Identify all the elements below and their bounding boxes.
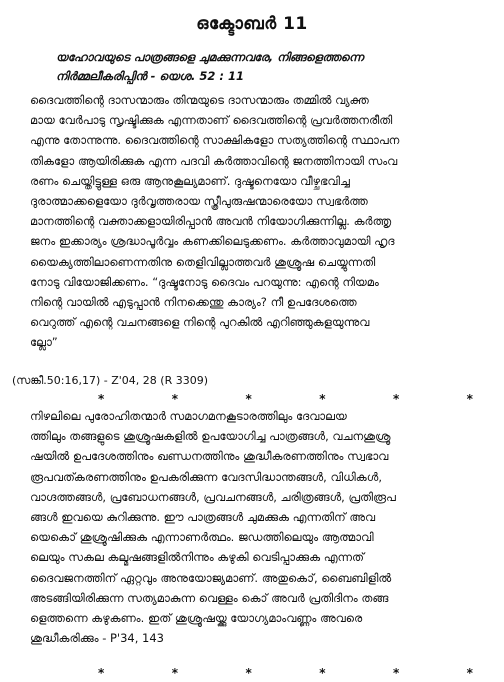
text-line: നിന്റെ വായിൽ എടുപ്പാൻ നിനക്കെന്തു കാര്യം? നീ ഉപദേശത്തെ bbox=[30, 295, 357, 310]
separator-star: * bbox=[319, 392, 326, 406]
text-line: ലെയും സകല കല്മഷങ്ങളിൽനിന്നും കഴുകി വെടിപ്പാക്കുക എന്നത് bbox=[30, 550, 365, 565]
text-line: ദൈവജനത്തിന് ഏറ്റവും അനുയോജ്യമാണ്. അതുകൊ്, ബൈബിളിൽ bbox=[30, 570, 392, 585]
separator-star: * bbox=[392, 666, 400, 680]
separator-star: * bbox=[392, 392, 400, 406]
separator-star: * bbox=[245, 392, 252, 406]
text-line: രൂപവത്കരണത്തിനും ഉപകരിക്കുന്ന വേദസിദ്ധാന്തങ്ങൾ, വിധികൾ, bbox=[30, 469, 382, 484]
text-line: മായ വേർപാടു സൃഷ്ടിക്കുക എന്നതാണ് ദൈവത്തിന്റെ പ്രവർത്തനരീതി bbox=[30, 113, 393, 128]
text-line: മാനത്തിന്റെ വക്താക്കളായിരിപ്പാൻ അവൻ നിയോഗിക്കുന്നില്ല. കർത്തൃ bbox=[30, 214, 392, 229]
text-line: ജനം ഇക്കാര്യം ശ്രദ്ധാപൂർവ്വം കണക്കിലെടുക്കണം. കർത്താവുമായി ഹൃദ bbox=[30, 234, 395, 249]
separator-star: * bbox=[319, 666, 326, 680]
text-line: യൈക്യത്തിലാണെന്നതിനു തെളിവില്ലാത്തവർ ശുശ്രൂഷ ചെയ്യുന്നതി bbox=[30, 254, 376, 269]
separator-star: * bbox=[98, 666, 105, 680]
scripture-verse bbox=[56, 48, 476, 86]
text-line: ല്ലോ” bbox=[30, 335, 58, 350]
paragraph-2 bbox=[30, 406, 482, 648]
separator-star: * bbox=[466, 666, 473, 680]
text-line: രണം ചെയ്തിട്ടുള്ള ഒരു ആനുകൂല്യമാണ്. ദുഷ്ടനെയോ വീഴ്ചഭവിച്ച bbox=[30, 173, 350, 188]
paragraph-1 bbox=[30, 90, 482, 353]
separator-star: * bbox=[466, 392, 473, 406]
text-line: അടങ്ങിയിരിക്കുന്ന സത്യമാകുന്ന വെള്ളം കൊ് അവർ പ്രതിദിനം തങ്ങ bbox=[30, 590, 389, 605]
star-separator bbox=[98, 392, 473, 406]
text-line: ങ്ങൾ ഇവയെ കുറിക്കുന്നു. ഈ പാത്രങ്ങൾ ചുമക്കുക എന്നതിന് അവ bbox=[30, 510, 376, 525]
text-line: നോടു വിയോജിക്കണം. “ദുഷ്ടനോടു ദൈവം പറയുന്നു: എന്റെ നിയമം bbox=[30, 274, 379, 289]
page-title: ഒക്ടോബർ 11 bbox=[196, 14, 308, 34]
text-line: ശുദ്ധീകരിക്കും - P'34, 143 bbox=[30, 631, 164, 646]
text-line: ദൈവത്തിന്റെ ദാസന്മാരും തിന്മയുടെ ദാസന്മാരും തമ്മിൽ വ്യക്ത bbox=[30, 93, 369, 107]
text-line: ഷയിൽ ഉപദേശത്തിനും ഖണ്ഡനത്തിനും ശുദ്ധീകരണത്തിനും സ്വഭാവ bbox=[30, 449, 389, 464]
star-separator bbox=[98, 666, 473, 680]
text-line: എന്നു തോന്നുന്നു. ദൈവത്തിന്റെ സാക്ഷികളോ സത്യത്തിന്റെ സ്ഥാപന bbox=[30, 133, 400, 148]
text-line: വെറുത്ത് എന്റെ വചനങ്ങളെ നിന്റെ പുറകിൽ എറിഞ്ഞുകളയുന്നുവ bbox=[30, 315, 370, 330]
separator-star: * bbox=[171, 392, 179, 406]
separator-star: * bbox=[245, 666, 252, 680]
text-line: നിഴലിലെ പുരോഹിതന്മാർ സമാഗമനകൂടാരത്തിലും ദേവാലയ bbox=[30, 409, 347, 423]
verse-line: നിർമ്മലീകരിപ്പിൻ - യെശ. 52 : 11 bbox=[56, 69, 244, 83]
text-line: തികളോ ആയിരിക്കുക എന്ന പദവി കർത്താവിന്റെ ജനത്തിനായി സംവ bbox=[30, 153, 398, 168]
text-line: യെകൊ് ശുശ്രൂഷിക്കുക എന്നാണർത്ഥം. ജഡത്തിലെയും ആത്മാവി bbox=[30, 530, 374, 545]
separator-star: * bbox=[171, 666, 179, 680]
text-line: വാഗ്ദത്തങ്ങൾ, പ്രബോധനങ്ങൾ, പ്രവചനങ്ങൾ, ചരിത്രങ്ങൾ, പ്രതിരൂപ bbox=[30, 489, 396, 504]
text-line: ദുരാത്മാക്കളെയോ ദുർവൃത്തരായ സ്ത്രീപുരുഷന്മാരെയോ സ്വഭർത്ത bbox=[30, 194, 368, 209]
text-line: ളെത്തന്നെ കഴുകണം. ഇത് ശുശ്രൂഷയ്ക്കു യോഗ്യമാംവണ്ണം അവരെ bbox=[30, 611, 363, 626]
citation-reference: (സങ്കീ.50:16,17) - Z'04, 28 (R 3309) bbox=[12, 374, 208, 387]
text-line: ത്തിലും തങ്ങളുടെ ശുശ്രൂഷകളിൽ ഉപയോഗിച്ച പാത്രങ്ങൾ, വചനശുശ്രൂ bbox=[30, 429, 391, 444]
verse-line: യഹോവയുടെ പാത്രങ്ങളെ ചുമക്കുന്നവരേ, നിങ്ങളെത്തന്നെ bbox=[56, 50, 364, 64]
separator-star: * bbox=[98, 392, 105, 406]
